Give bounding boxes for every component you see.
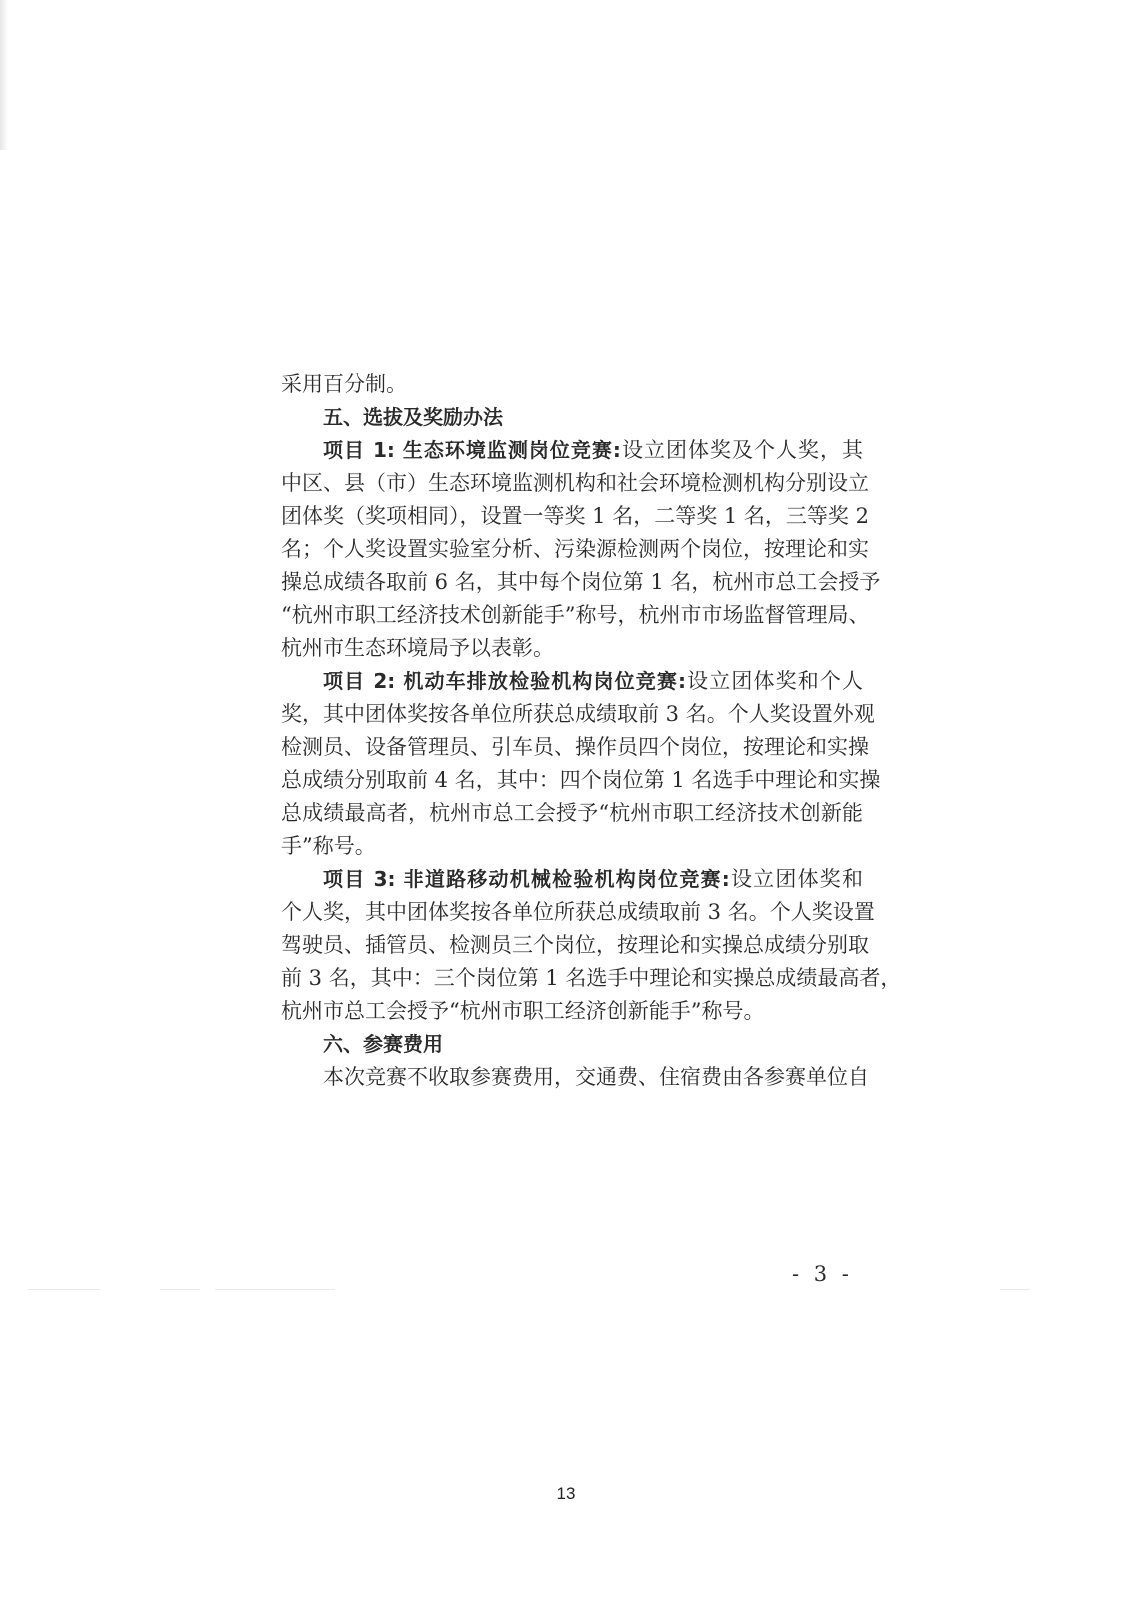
item3-line-4: 杭州市总工会授予“杭州市职工经济创新能手”称号。 bbox=[281, 999, 765, 1023]
paragraph6-line-0: 本次竞赛不收取参赛费用，交通费、住宿费由各参赛单位自 bbox=[323, 1065, 869, 1089]
item1-line-4: 操总成绩各取前 6 名，其中每个岗位第 1 名，杭州市总工会授予 bbox=[281, 570, 881, 594]
item1-lead: 项目 1: 生态环境监测岗位竞赛: bbox=[323, 438, 621, 462]
item1-line-5: “杭州市职工经济技术创新能手”称号，杭州市市场监督管理局、 bbox=[281, 603, 870, 627]
footer-scan-line bbox=[1000, 1289, 1030, 1290]
item1-first-line bbox=[281, 434, 863, 467]
item1-line-0-rest: 设立团体奖及个人奖，其 bbox=[620, 438, 864, 462]
scan-edge-shadow bbox=[0, 0, 8, 150]
section-heading-6: 六、参赛费用 bbox=[323, 1032, 443, 1056]
item1-line-1: 中区、县（市）生态环境监测机构和社会环境检测机构分别设立 bbox=[281, 471, 869, 495]
footer-scan-line bbox=[215, 1289, 335, 1290]
pdf-page-number: 13 bbox=[556, 1484, 576, 1503]
item1-line-3: 名；个人奖设置实验室分析、污染源检测两个岗位，按理论和实 bbox=[281, 537, 869, 561]
item1-line-6: 杭州市生态环境局予以表彰。 bbox=[281, 636, 554, 660]
item2-line-2: 检测员、设备管理员、引车员、操作员四个岗位，按理论和实操 bbox=[281, 735, 869, 759]
item2-line-3: 总成绩分别取前 4 名，其中：四个岗位第 1 名选手中理论和实操 bbox=[281, 768, 881, 792]
item1-line-2: 团体奖（奖项相同），设置一等奖 1 名，二等奖 1 名，三等奖 2 bbox=[281, 504, 869, 528]
footer-scan-line bbox=[28, 1289, 100, 1290]
item2-line-1: 奖，其中团体奖按各单位所获总成绩取前 3 名。个人奖设置外观 bbox=[281, 702, 875, 726]
item2-line-0-rest: 设立团体奖和个人 bbox=[685, 669, 863, 693]
document-body bbox=[281, 368, 902, 1094]
item3-first-line bbox=[281, 863, 863, 896]
item2-lead: 项目 2: 机动车排放检验机构岗位竞赛: bbox=[323, 669, 686, 693]
section-heading-5: 五、选拔及奖励办法 bbox=[323, 405, 503, 429]
footer-scan-line bbox=[160, 1289, 200, 1290]
item3-line-2: 驾驶员、插管员、检测员三个岗位，按理论和实操总成绩分别取 bbox=[281, 933, 869, 957]
paragraph-line: 采用百分制。 bbox=[281, 372, 407, 396]
item2-line-5: 手”称号。 bbox=[281, 834, 376, 858]
item2-first-line bbox=[281, 665, 863, 698]
item3-line-0-rest: 设立团体奖和 bbox=[729, 867, 864, 891]
item2-line-4: 总成绩最高者，杭州市总工会授予“杭州市职工经济技术创新能 bbox=[281, 801, 863, 825]
item3-lead: 项目 3: 非道路移动机械检验机构岗位竞赛: bbox=[323, 867, 730, 891]
item3-line-1: 个人奖，其中团体奖按各单位所获总成绩取前 3 名。个人奖设置 bbox=[281, 900, 875, 924]
item3-line-3: 前 3 名，其中：三个岗位第 1 名选手中理论和实操总成绩最高者， bbox=[281, 966, 902, 990]
document-page-number: - 3 - bbox=[792, 1262, 853, 1286]
